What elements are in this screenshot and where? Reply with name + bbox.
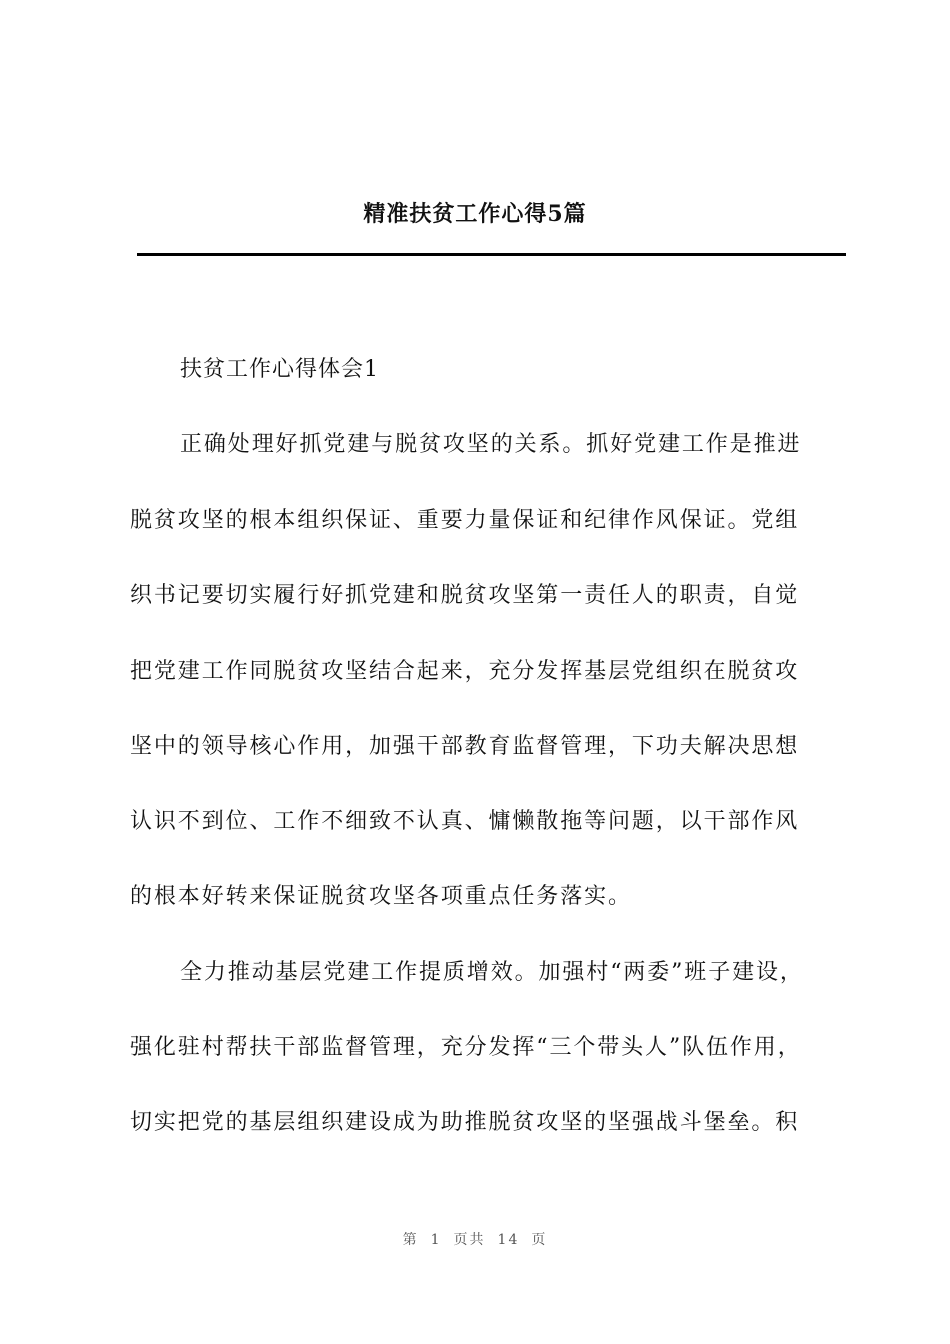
paragraph-line: 的根本好转来保证脱贫攻坚各项重点任务落实。 [130,884,632,909]
section-heading: 扶贫工作心得体会1 [180,357,379,382]
page-title: 精准扶贫工作心得5篇 [363,201,587,227]
paragraph-line: 把党建工作同脱贫攻坚结合起来，充分发挥基层党组织在脱贫攻 [130,659,800,684]
total-pages-number: 14 [497,1232,520,1248]
page-label-prefix: 第 [402,1232,419,1248]
current-page-number: 1 [430,1232,442,1248]
paragraph-line: 认识不到位、工作不细致不认真、慵懒散拖等问题，以干部作风 [130,809,800,834]
paragraph-line: 正确处理好抓党建与脱贫攻坚的关系。抓好党建工作是推进 [180,432,802,457]
page-footer [0,1229,950,1249]
paragraph-line: 坚中的领导核心作用，加强干部教育监督管理，下功夫解决思想 [130,734,800,759]
paragraph-line: 切实把党的基层组织建设成为助推脱贫攻坚的坚强战斗堡垒。积 [130,1110,800,1135]
page-label-mid: 页共 [453,1232,486,1248]
title-divider [137,253,846,256]
page-label-suffix: 页 [531,1232,548,1248]
paragraph-line: 强化驻村帮扶干部监督管理，充分发挥“三个带头人”队伍作用， [130,1035,802,1060]
paragraph-line: 织书记要切实履行好抓党建和脱贫攻坚第一责任人的职责，自觉 [130,583,800,608]
paragraph-line: 脱贫攻坚的根本组织保证、重要力量保证和纪律作风保证。党组 [130,508,800,533]
paragraph-line: 全力推动基层党建工作提质增效。加强村“两委”班子建设， [180,960,804,985]
